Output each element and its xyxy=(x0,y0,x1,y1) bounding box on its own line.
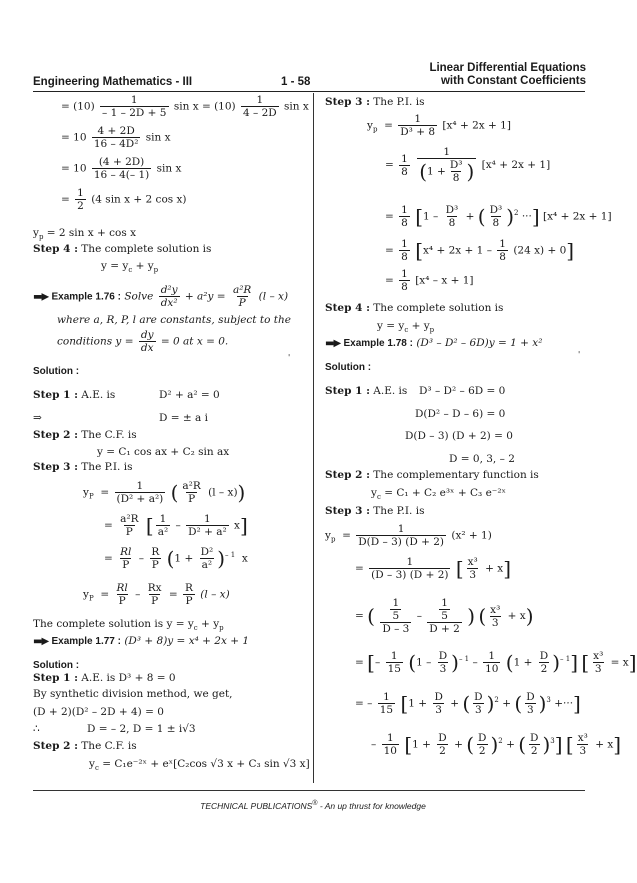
ex1-step-3: Step 3 : The P.I. is xyxy=(33,461,133,473)
scan-mark: ' xyxy=(288,353,291,362)
therefore-symbol: ∴ xyxy=(33,723,40,735)
ex2-pi-line-4: = $\frac{1}{8}$ [x⁴ + 2x + 1 – $\frac{1}{8}$ (24 x) + 0] xyxy=(385,238,575,263)
ex3-pi-line-6: – $\frac{1}{10}$ [1 + $\frac{D}{2}$ + ( $\frac{D}{2}$ )$^2$ + ( $\frac{D}{2}$ )$^3$] [ $\frac{\text{x³}}{3}$ + x] xyxy=(371,732,622,757)
ex1-pi-line-4: $y_P$ = $\frac{Rl}{P}$ – $\frac{Rx}{P}$ = $\frac{R}{P}$ (l – x) xyxy=(83,582,230,607)
ex1-roots: D = ± a i xyxy=(159,412,208,424)
example-1-77: ▬▶ Example 1.77 : (D³ + 8)y = x⁴ + 2x + 1 xyxy=(33,635,250,647)
implies-arrow: ⇒ xyxy=(33,412,42,424)
ex3-step-2: Step 2 : The complementary function is xyxy=(325,469,539,481)
eq-line-4: = $\frac{1}{2}$ (4 sin x + 2 cos x) xyxy=(61,187,187,212)
ex3-step-3: Step 3 : The P.I. is xyxy=(325,505,425,517)
ex2-factored: (D + 2)(D² – 2D + 4) = 0 xyxy=(33,706,164,718)
registered-mark: ® xyxy=(312,800,318,808)
example-1-76-conditions: conditions y = $\frac{dy}{dx}$ = 0 at x = 0. xyxy=(57,329,229,354)
eq-line-3: = 10 $\frac{(4 + 2D)}{16 - 4(- 1)}$ sin x xyxy=(61,156,182,181)
ex3-pi-line-4: = [– $\frac{1}{15}$ (1 – $\frac{D}{3}$ )$^{- 1}$ – $\frac{1}{10}$ (1 + $\frac{D}{2}$ )$^{- 1}$] [ $\frac{\text{x³}}{3}$ = x] xyxy=(355,650,637,675)
ex3-pi-line-2: = $\frac{1}{(D - 3) (D + 2)}$ [ $\frac{\text{x³}}{3}$ + x] xyxy=(355,556,511,581)
solution-heading-2: Solution : xyxy=(33,660,80,671)
ex2-roots: D = – 2, D = 1 ± i√3 xyxy=(87,723,196,735)
footer-rule xyxy=(33,790,585,791)
ex3-roots: D = 0, 3, – 2 xyxy=(449,453,515,465)
ex1-pi-line-1: $y_P$ = $\frac{1}{\text{(D² + a²)}}$ ( $\frac{\text{a²R}}{P}$ (l – x)) xyxy=(83,480,246,505)
ex3-ae-2: D(D² – D – 6) = 0 xyxy=(415,408,506,420)
example-arrow-icon: ▬▶ xyxy=(33,291,49,303)
ex1-step-2: Step 2 : The C.F. is xyxy=(33,429,137,441)
eq-line-2: = 10 $\frac{4 + 2D}{\text{16 – 4D²}}$ sin x xyxy=(61,125,171,150)
ex2-complete-solution: $y = y_c + y_p$ xyxy=(377,320,435,335)
ex1-ae: D² + a² = 0 xyxy=(159,389,220,401)
ex3-ae-3: D(D – 3) (D + 2) = 0 xyxy=(405,430,513,442)
ex2-step-1: Step 1 : A.E. is D³ + 8 = 0 xyxy=(33,672,176,684)
example-arrow-icon: ▬▶ xyxy=(33,636,49,647)
ex1-step-1: Step 1 : A.E. is xyxy=(33,389,116,401)
chapter-title-line1: Linear Differential Equations xyxy=(429,62,586,74)
ex2-cf: $y_c$ = C₁e⁻²ˣ + eˣ[C₂cos √3 x + C₃ sin √3 x] xyxy=(89,758,310,773)
publisher-name: TECHNICAL PUBLICATIONS xyxy=(200,801,313,811)
chapter-title-line2: with Constant Coefficients xyxy=(440,75,586,87)
publisher-tagline: - An up thrust for knowledge xyxy=(317,801,426,811)
ex2-step-3: Step 3 : The P.I. is xyxy=(325,96,425,108)
solution-heading-3: Solution : xyxy=(325,362,372,373)
ex2-synthetic-division: By synthetic division method, we get, xyxy=(33,688,233,700)
example-1-76: ▬▶ Example 1.76 : Solve $\frac{\text{d²y}}{\text{dx²}}$ + a²y = $\frac{\text{a²R}}{P}$ (l – x) xyxy=(33,284,289,309)
step-4-heading: Step 4 : The complete solution is xyxy=(33,243,212,255)
example-1-76-where: where a, R, P, l are constants, subject to the xyxy=(57,314,291,326)
column-divider xyxy=(313,93,314,783)
page-number: 1 - 58 xyxy=(281,76,311,88)
ex2-pi-line-5: = $\frac{1}{8}$ [x⁴ – x + 1] xyxy=(385,268,474,293)
eq-line-1: = (10) $\frac{1}{- 1 - 2D + 5}$ sin x = (10) $\frac{1}{4 - 2D}$ sin x xyxy=(61,94,309,119)
book-title: Engineering Mathematics - III xyxy=(33,76,193,88)
footer xyxy=(0,801,626,811)
ex3-pi-line-1: $y_p$ = $\frac{1}{D(D - 3) (D + 2)}$ (x² + 1) xyxy=(325,523,492,548)
solution-heading-1: Solution : xyxy=(33,366,80,377)
ex2-pi-line-1: $y_p$ = $\frac{1}{\text{D³ + 8}}$ [x⁴ + 2x + 1] xyxy=(367,113,511,138)
step-4-equation: $y = y_c + y_p$ xyxy=(101,260,159,275)
ex2-step-4: Step 4 : The complete solution is xyxy=(325,302,504,314)
yp-result: $y_p = 2$ sin x + cos x xyxy=(33,227,137,242)
header-rule xyxy=(33,91,585,92)
example-1-78: ▬▶ Example 1.78 : (D³ – D² – 6D)y = 1 + x² xyxy=(325,337,543,349)
ex3-step-1: Step 1 : A.E. is xyxy=(325,385,408,397)
ex2-step-2: Step 2 : The C.F. is xyxy=(33,740,137,752)
scan-mark: ' xyxy=(578,350,581,359)
ex2-pi-line-2: = $\frac{1}{8}$ 1 (1 + $\frac{\text{D³}}{8}$ ) [x⁴ + 2x + 1] xyxy=(385,146,551,184)
ex1-pi-line-3: = $\frac{Rl}{P}$ – $\frac{R}{P}$ (1 + $\frac{\text{D²}}{\text{a²}}$ )$^{- 1}$ x xyxy=(104,546,248,571)
chapter-title xyxy=(429,62,586,88)
ex1-cf: y = C₁ cos ax + C₂ sin ax xyxy=(97,446,230,458)
ex1-complete-solution: The complete solution is $y = y_c + y_p$ xyxy=(33,618,224,633)
ex2-pi-line-3: = $\frac{1}{8}$ [1 – $\frac{\text{D³}}{8}$ + ( $\frac{\text{D³}}{8}$ )$^2$ ···] [x⁴ + 2x + 1] xyxy=(385,204,612,229)
ex1-pi-line-2: = $\frac{\text{a²R}}{P}$ [ $\frac{1}{\text{a²}}$ – $\frac{1}{\text{D² + a²}}$ x] xyxy=(104,513,248,538)
ex3-ae-1: D³ – D² – 6D = 0 xyxy=(419,385,506,397)
ex3-pi-line-5: = – $\frac{1}{15}$ [1 + $\frac{D}{3}$ + ( $\frac{D}{3}$ )$^2$ + ( $\frac{D}{3}$ )$^3$ +···] xyxy=(355,691,581,716)
ex3-pi-line-3: = ( $\frac{\frac{1}{5}}{D - 3}$ – $\frac{\frac{1}{5}}{D + 2}$ ) ( $\frac{\text{x³}}{3}$ + x) xyxy=(355,597,534,635)
ex3-cf: $y_c = C_1 + C_2$ e³ˣ + C₃ e⁻²ˣ xyxy=(371,487,506,502)
example-arrow-icon: ▬▶ xyxy=(325,338,341,349)
